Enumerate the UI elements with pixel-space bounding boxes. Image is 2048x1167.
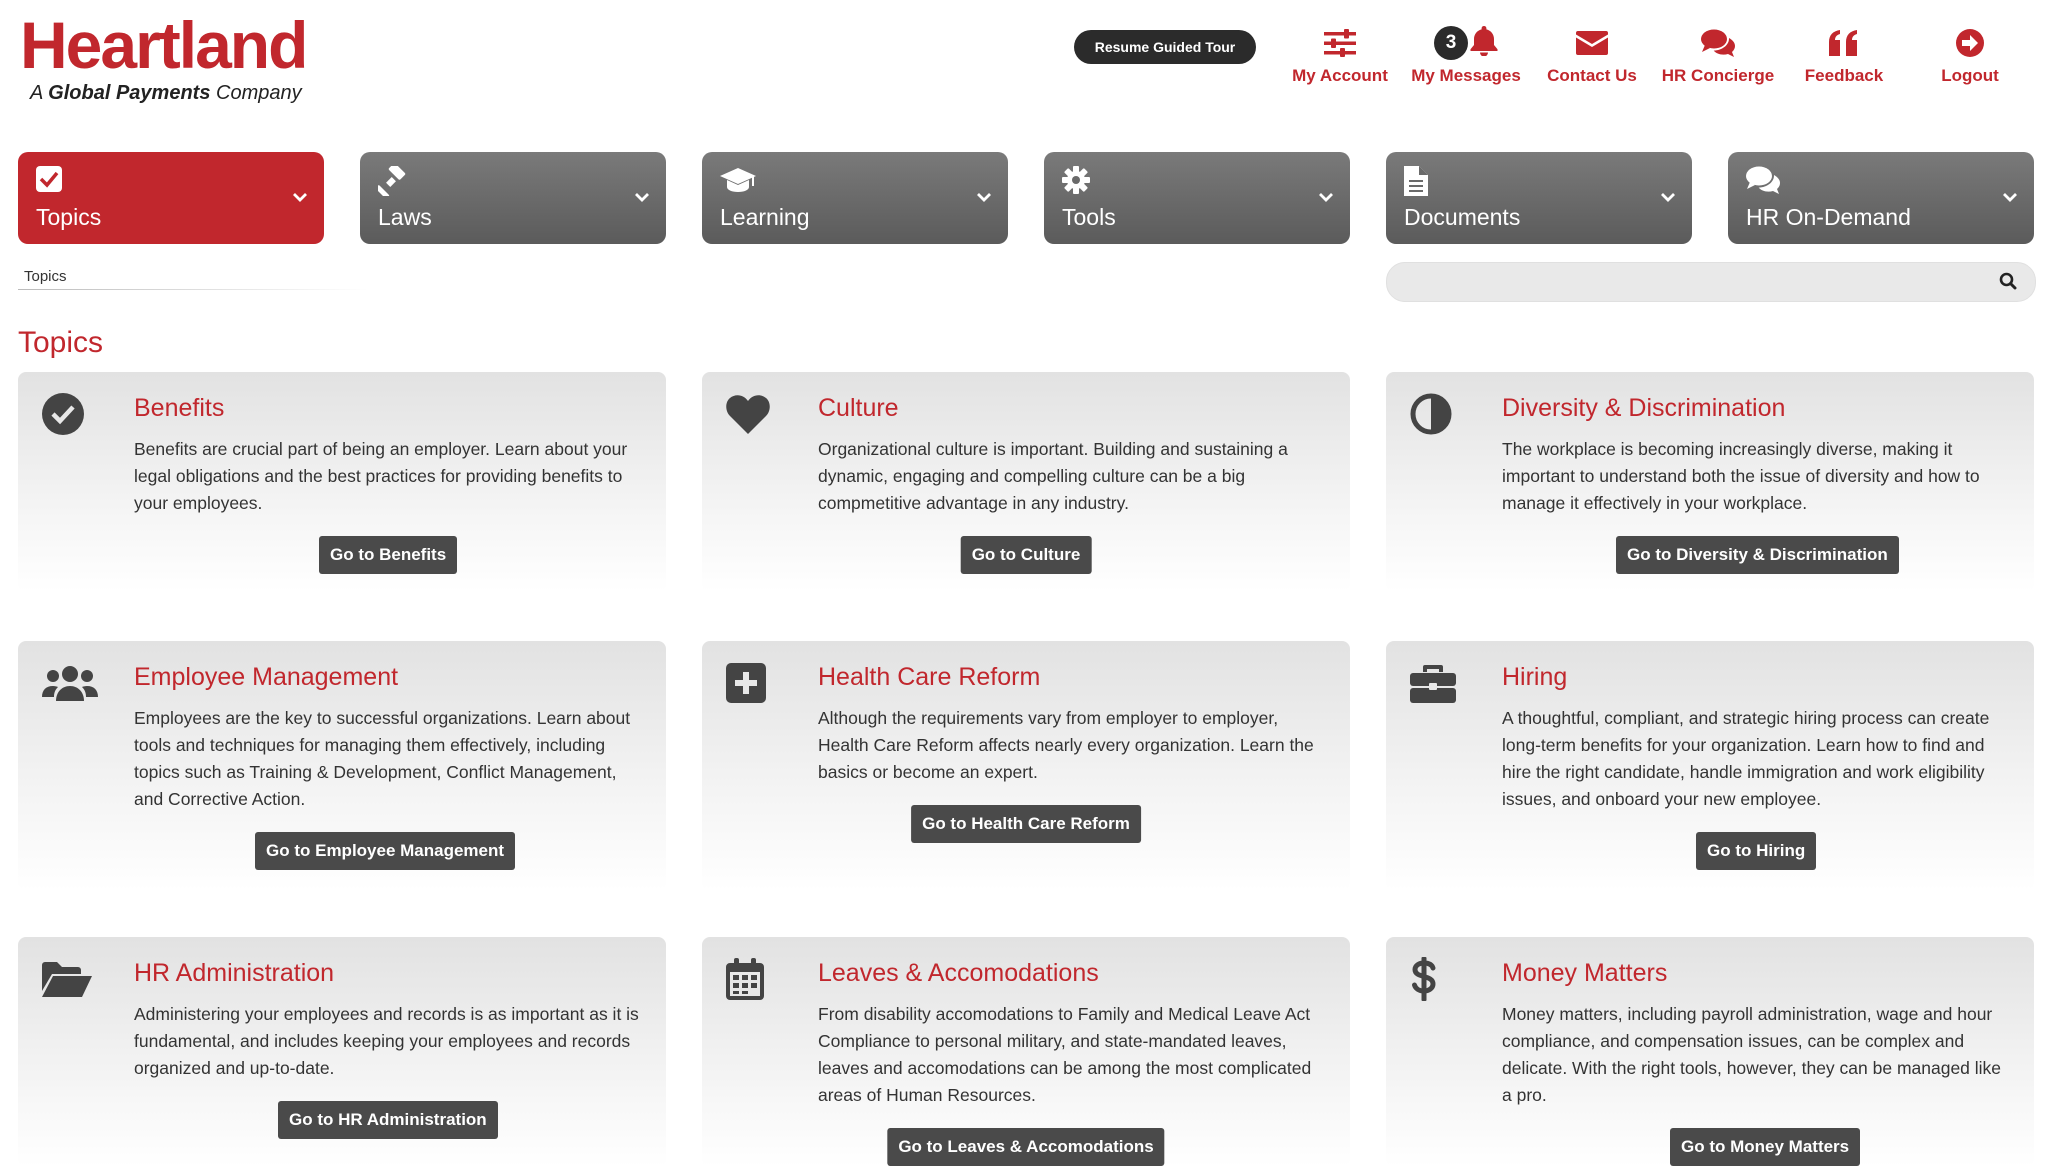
card-title: Money Matters [1502,959,1668,987]
topic-card-culture [702,372,1350,592]
topic-card-leaves-accomodations [702,937,1350,1167]
plus-square-icon [726,659,786,707]
tab-topics[interactable] [18,152,324,244]
tab-laws[interactable] [360,152,666,244]
tab-hr-on-demand-label: HR On-Demand [1746,204,1911,230]
card-title: Leaves & Accomodations [818,959,1099,987]
my-account-label: My Account [1292,66,1388,85]
hr-concierge-label: HR Concierge [1661,66,1775,85]
gavel-icon [378,166,408,201]
card-title: Employee Management [134,663,399,691]
chevron-down-icon [292,190,308,208]
card-title: Diversity & Discrimination [1502,394,1786,422]
go-to-health-care-reform-button[interactable]: Go to Health Care Reform [911,805,1141,843]
topic-card-hiring [1386,641,2034,891]
go-to-culture-button[interactable]: Go to Culture [961,536,1092,574]
card-description: From disability accomodations to Family and Medical Leave Act Compliance to personal military, and state-mandated leaves, leaves and accomodations can be among the most complicated areas of Human Resources. [818,1004,1312,1105]
my-messages-link[interactable] [1406,26,1526,86]
feedback-link[interactable] [1784,26,1904,86]
go-to-diversity-discrimination-button[interactable]: Go to Diversity & Discrimination [1616,536,1899,574]
search-input[interactable] [1407,269,1971,297]
go-to-hiring-button[interactable]: Go to Hiring [1696,832,1816,870]
topic-card-diversity-discrimination [1386,372,2034,592]
message-count-badge: 3 [1434,26,1468,60]
chevron-down-icon [1660,190,1676,208]
feedback-label: Feedback [1804,66,1884,85]
tab-topics-label: Topics [36,204,102,230]
calendar-icon [726,955,786,1003]
topic-card-hr-administration [18,937,666,1167]
card-title: Health Care Reform [818,663,1041,691]
contact-us-link[interactable] [1532,26,1652,86]
quote-icon [1784,26,1904,60]
breadcrumb[interactable]: Topics [24,268,67,285]
chevron-down-icon [1318,190,1334,208]
card-description: The workplace is becoming increasingly diverse, making it important to understand both the issue of diversity and how to manage it effectively in your workplace. [1502,439,1980,513]
logo-wordmark: Heartland [20,8,307,82]
topic-card-money-matters [1386,937,2034,1167]
tab-hr-on-demand[interactable] [1728,152,2034,244]
folder-open-icon [42,955,102,1003]
envelope-icon [1532,26,1652,60]
go-to-leaves-accomodations-button[interactable]: Go to Leaves & Accomodations [887,1128,1164,1166]
go-to-money-matters-button[interactable]: Go to Money Matters [1670,1128,1860,1166]
go-to-hr-administration-button[interactable]: Go to HR Administration [278,1101,498,1139]
topic-card-health-care-reform [702,641,1350,891]
resume-guided-tour-button[interactable]: Resume Guided Tour [1074,30,1256,64]
tab-documents-label: Documents [1404,204,1521,230]
card-description: Although the requirements vary from employer to employer, Health Care Reform affects nearly every organization. Learn the basics or become an expert. [818,708,1314,782]
tab-learning[interactable] [702,152,1008,244]
gear-icon [1062,166,1090,199]
check-circle-icon [42,390,102,438]
chevron-down-icon [634,190,650,208]
card-description: A thoughtful, compliant, and strategic hiring process can create long-term benefits for your organization. Learn how to find and hire the right candidate, handle immigration and work eligibility issues, and onboard your new employee. [1502,708,1990,809]
chevron-down-icon [2002,190,2018,208]
card-description: Benefits are crucial part of being an employer. Learn about your legal obligations and the best practices for providing benefits to your employees. [134,439,628,513]
checkbox-icon [36,166,62,197]
search-bar [1386,262,2036,302]
tab-learning-label: Learning [720,204,810,230]
card-title: Hiring [1502,663,1568,691]
tab-documents[interactable] [1386,152,1692,244]
tab-tools[interactable] [1044,152,1350,244]
users-icon [42,659,102,707]
document-icon [1404,166,1428,201]
topic-card-benefits [18,372,666,592]
dollar-icon [1410,955,1470,1003]
card-description: Employees are the key to successful organizations. Learn about tools and techniques for managing them effectively, including topics such as Training & Development, Conflict Management, and Corrective Action. [134,708,631,809]
briefcase-icon [1410,659,1470,707]
tab-tools-label: Tools [1062,204,1116,230]
breadcrumb-divider [18,289,368,290]
topic-card-employee-management [18,641,666,891]
my-account-link[interactable] [1280,26,1400,86]
my-messages-label: My Messages [1411,66,1521,85]
card-description: Administering your employees and records is as important as it is fundamental, and includes keeping your employees and records organized and up-to-date. [134,1004,639,1078]
search-icon[interactable] [1999,272,2017,295]
logout-icon [1910,26,2030,60]
tab-laws-label: Laws [378,204,432,230]
heartland-logo[interactable] [20,8,307,105]
logo-tagline: A Global Payments Company [30,82,302,104]
contact-us-label: Contact Us [1547,66,1637,85]
half-circle-icon [1410,390,1470,438]
card-description: Organizational culture is important. Building and sustaining a dynamic, engaging and compelling culture can be a big compmetitive advantage in any industry. [818,439,1288,513]
card-title: Benefits [134,394,225,422]
card-description: Money matters, including payroll administration, wage and hour compliance, and compensation issues, can be complex and delicate. With the right tools, however, they can be managed like a pro. [1502,1004,2002,1105]
heart-icon [726,390,786,438]
bell-icon [1470,26,1498,61]
go-to-employee-management-button[interactable]: Go to Employee Management [255,832,515,870]
logout-label: Logout [1941,66,1999,85]
sliders-icon [1280,26,1400,60]
card-title: Culture [818,394,899,422]
logout-link[interactable] [1910,26,2030,86]
graduation-cap-icon [720,166,756,199]
go-to-benefits-button[interactable]: Go to Benefits [319,536,457,574]
chat-icon [1658,26,1778,60]
hr-concierge-link[interactable] [1658,26,1778,86]
chevron-down-icon [976,190,992,208]
page-title: Topics [18,326,104,359]
chat-icon [1746,166,1780,199]
card-title: HR Administration [134,959,335,987]
